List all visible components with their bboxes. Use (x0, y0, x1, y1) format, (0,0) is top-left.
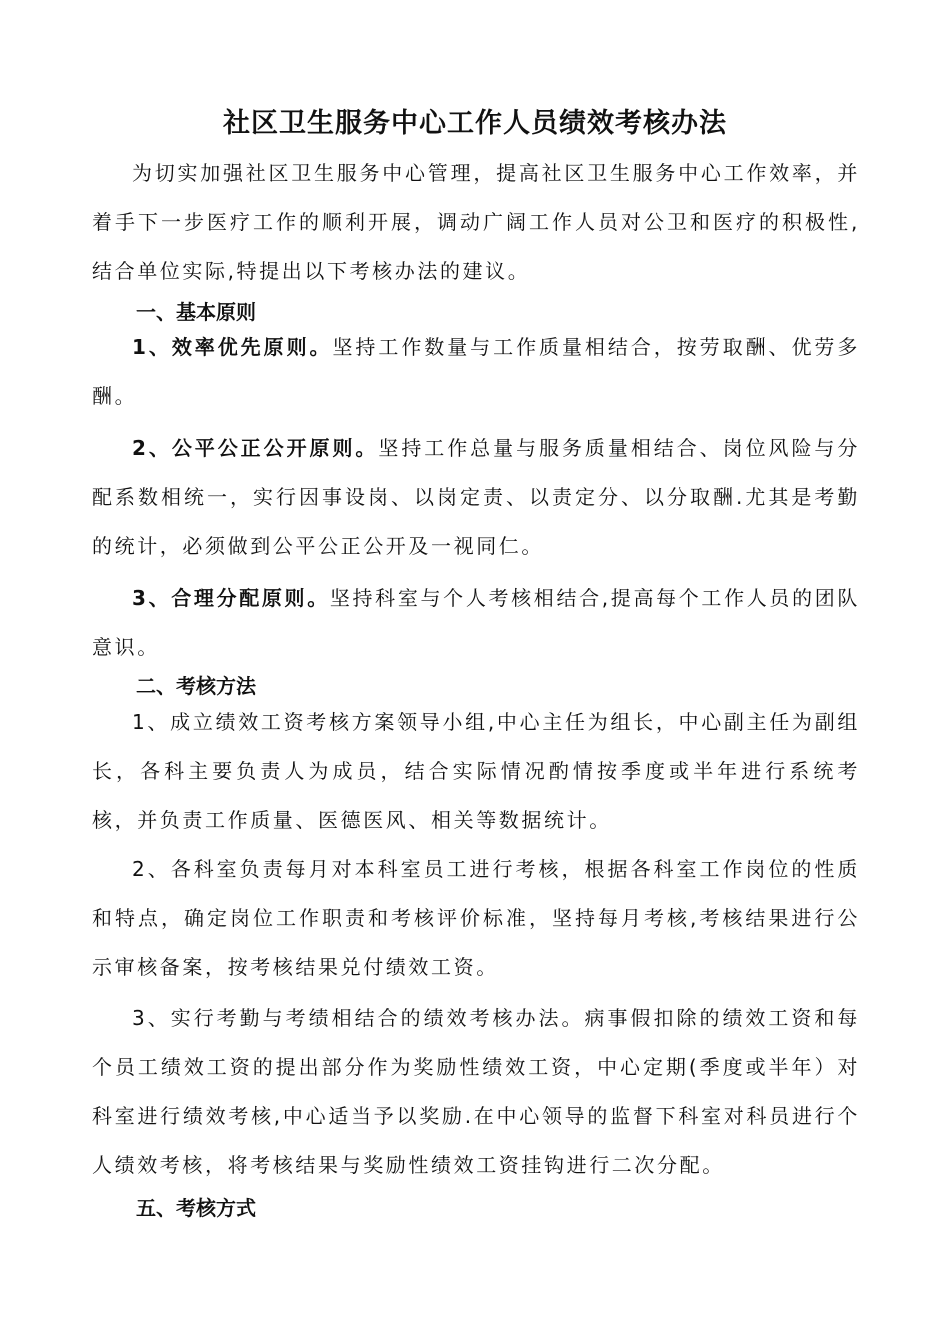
section-heading-assessment-methods: 二、考核方法 (136, 674, 256, 698)
principle-lead-allocation: 3、合理分配原则。 (132, 586, 330, 610)
method-paragraph-2: 2、各科室负责每月对本科室员工进行考核，根据各科室工作岗位的性质和特点，确定岗位工作职责和考核评价标准，坚持每月考核,考核结果进行公示审核备案，按考核结果兑付绩效工资。 (92, 857, 860, 979)
section-heading-assessment-format: 五、考核方式 (136, 1196, 256, 1220)
document-title: 社区卫生服务中心工作人员绩效考核办法 (223, 108, 727, 139)
principle-lead-fairness: 2、公平公正公开原则。 (132, 436, 379, 460)
principle-paragraph-efficiency (92, 323, 860, 421)
method-paragraph-3: 3、实行考勤与考绩相结合的绩效考核办法。病事假扣除的绩效工资和每个员工绩效工资的提出部分作为奖励性绩效工资，中心定期(季度或半年）对科室进行绩效考核,中心适当予以奖励.在中心领导的监督下科室对科员进行个人绩效考核，将考核结果与奖励性绩效工资挂钩进行二次分配。 (92, 1006, 860, 1177)
principle-text-efficiency: 坚持工作数量与工作质量相结合，按劳取酬、优劳多酬。 (92, 335, 860, 408)
principle-lead-efficiency: 1、效率优先原则。 (132, 335, 333, 359)
principle-text-fairness: 坚持工作总量与服务质量相结合、岗位风险与分配系数相统一，实行因事设岗、以岗定责、以责定分、以分取酬.尤其是考勤的统计，必须做到公平公正公开及一视同仁。 (92, 436, 860, 558)
section-heading-basic-principles: 一、基本原则 (136, 300, 256, 324)
principle-paragraph-allocation (92, 574, 860, 672)
intro-paragraph: 为切实加强社区卫生服务中心管理，提高社区卫生服务中心工作效率，并着手下一步医疗工作的顺利开展，调动广阔工作人员对公卫和医疗的积极性,结合单位实际,特提出以下考核办法的建议。 (92, 161, 860, 283)
principle-text-allocation: 坚持科室与个人考核相结合,提高每个工作人员的团队意识。 (92, 586, 860, 659)
method-paragraph-1: 1、成立绩效工资考核方案领导小组,中心主任为组长，中心副主任为副组长，各科主要负责人为成员，结合实际情况酌情按季度或半年进行系统考核，并负责工作质量、医德医风、相关等数据统计。 (92, 710, 860, 832)
principle-paragraph-fairness (92, 424, 860, 571)
